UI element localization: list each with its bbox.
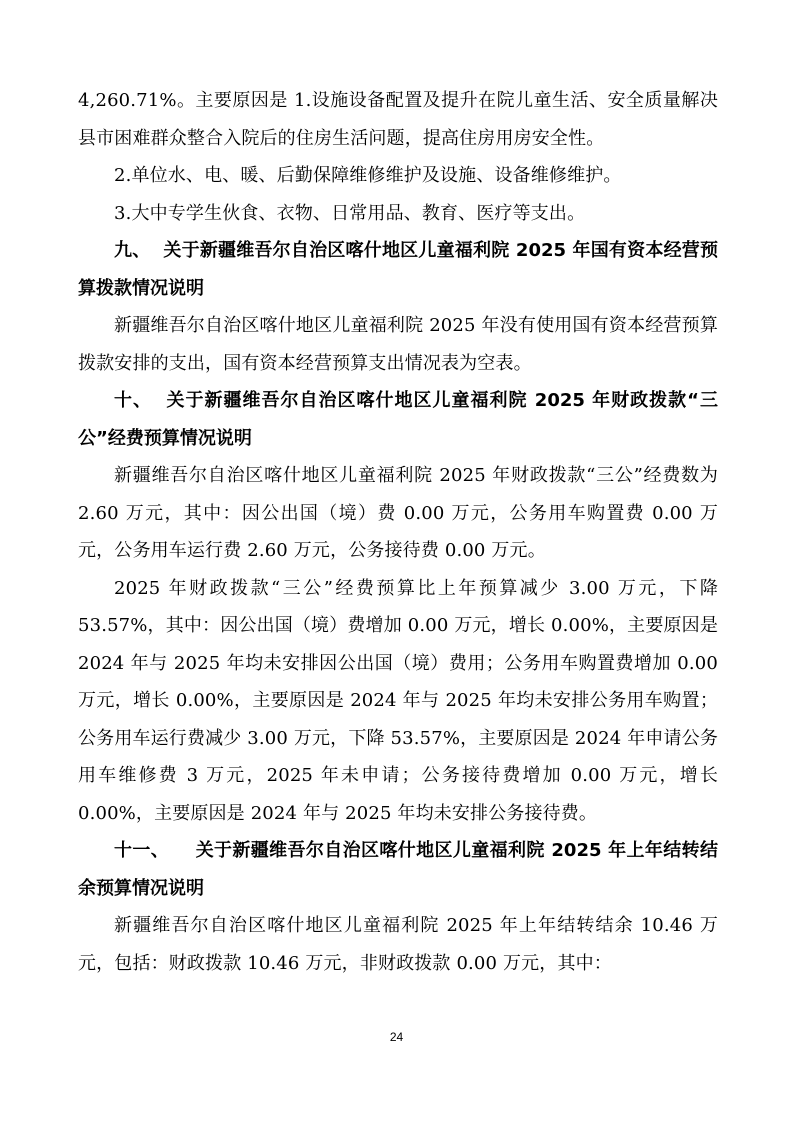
section-heading-11: [78, 832, 718, 907]
paragraph: 2.单位水、电、暖、后勤保障维修维护及设施、设备维修维护。: [114, 165, 622, 186]
paragraph: 新疆维吾尔自治区喀什地区儿童福利院 2025 年财政拨款“三公”经费数为 2.60 万元，其中：因公出国（境）费 0.00 万元，公务用车购置费 0.00 万元，公务用车运行费 2.60 万元，公务接待费 0.00 万元。: [78, 465, 718, 561]
paragraph: 新疆维吾尔自治区喀什地区儿童福利院 2025 年没有使用国有资本经营预算拨款安排的支出，国有资本经营预算支出情况表为空表。: [78, 315, 718, 374]
section-title: 关于新疆维吾尔自治区喀什地区儿童福利院 2025 年上年结转结余预算情况说明: [78, 840, 718, 899]
section-number: 九、: [114, 240, 151, 261]
section-heading-10: [78, 382, 718, 457]
section-heading-9: [78, 232, 718, 307]
page-number: 24: [389, 1030, 404, 1044]
paragraph: 2025 年财政拨款“三公”经费预算比上年预算减少 3.00 万元，下降 53.57%，其中：因公出国（境）费增加 0.00 万元，增长 0.00%，主要原因是 2024 年与 2025 年均未安排因公出国（境）费用；公务用车购置费增加 0.00 万元，增长 0.00%，主要原因是 2024 年与 2025 年均未安排公务用车购置；公务用车运行费减少 3.00 万元，下降 53.57%，主要原因是 2024 年申请公务用车维修费 3 万元，2025 年未申请；公务接待费增加 0.00 万元，增长 0.00%，主要原因是 2024 年与 2025 年均未安排公务接待费。: [78, 577, 718, 824]
paragraph: 4,260.71%。主要原因是 1.设施设备配置及提升在院儿童生活、安全质量解决县市困难群众整合入院后的住房生活问题，提高住房用房安全性。: [78, 90, 718, 149]
section-title: 关于新疆维吾尔自治区喀什地区儿童福利院 2025 年国有资本经营预算拨款情况说明: [78, 240, 718, 299]
paragraph: 3.大中专学生伙食、衣物、日常用品、教育、医疗等支出。: [114, 202, 586, 224]
section-number: 十一、: [114, 840, 170, 861]
section-number: 十、: [114, 390, 152, 411]
paragraph: 新疆维吾尔自治区喀什地区儿童福利院 2025 年上年结转结余 10.46 万元，包括：财政拨款 10.46 万元，非财政拨款 0.00 万元，其中：: [78, 915, 718, 974]
document-body: [78, 82, 718, 982]
section-title: 关于新疆维吾尔自治区喀什地区儿童福利院 2025 年财政拨款“三公”经费预算情况说明: [78, 390, 718, 449]
